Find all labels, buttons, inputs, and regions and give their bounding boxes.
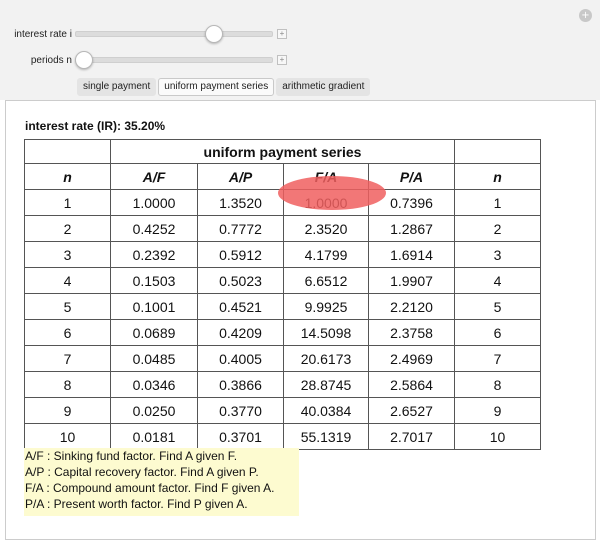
table-cell: 0.0689: [111, 320, 198, 346]
table-cell: 0.0485: [111, 346, 198, 372]
legend-line-fa: F/A : Compound amount factor. Find F given A.: [25, 481, 275, 495]
table-cell: 0.3701: [198, 424, 284, 450]
table-cell: 2.3520: [284, 216, 369, 242]
tab-uniform-payment-series[interactable]: uniform payment series: [158, 78, 274, 96]
table-cell: 1.0000: [111, 190, 198, 216]
group-header: uniform payment series: [111, 140, 455, 164]
interest-rate-label: interest rate i: [14, 29, 72, 40]
table-cell: 3: [25, 242, 111, 268]
table-cell: 1.2867: [369, 216, 455, 242]
table-cell: 0.1503: [111, 268, 198, 294]
table-cell: 4: [25, 268, 111, 294]
table-cell: 1: [25, 190, 111, 216]
table-cell: 7: [25, 346, 111, 372]
column-header-n: n: [455, 164, 541, 190]
table-cell: 9: [455, 398, 541, 424]
table-cell: 0.0181: [111, 424, 198, 450]
table-row: [25, 372, 541, 398]
column-header-n: n: [25, 164, 111, 190]
table-cell: 0.3770: [198, 398, 284, 424]
plus-icon[interactable]: +: [277, 55, 287, 65]
table-cell: 28.8745: [284, 372, 369, 398]
table-cell: 0.4521: [198, 294, 284, 320]
table-row: [25, 294, 541, 320]
interest-rate-readout: interest rate (IR): 35.20%: [25, 119, 166, 133]
reset-icon[interactable]: +: [579, 9, 592, 22]
legend-line-pa: P/A : Present worth factor. Find P given A.: [25, 497, 248, 511]
table-cell: 2.5864: [369, 372, 455, 398]
table-cell: 4.1799: [284, 242, 369, 268]
table-cell: 0.0250: [111, 398, 198, 424]
table-row: [25, 320, 541, 346]
control-panel: [0, 0, 600, 100]
table-row: [25, 268, 541, 294]
table-cell: 20.6173: [284, 346, 369, 372]
table-cell: 2.3758: [369, 320, 455, 346]
column-header-af: A/F: [111, 164, 198, 190]
table-cell: 3: [455, 242, 541, 268]
table-cell: 0.5023: [198, 268, 284, 294]
interest-rate-slider-thumb[interactable]: [205, 25, 223, 43]
table-cell: 2.7017: [369, 424, 455, 450]
highlight-oval: [278, 176, 386, 210]
table-cell: 1: [455, 190, 541, 216]
periods-label: periods n: [30, 55, 72, 66]
table-cell: 4: [455, 268, 541, 294]
column-header-pa: P/A: [369, 164, 455, 190]
table-cell: 0.2392: [111, 242, 198, 268]
periods-slider-track[interactable]: [75, 57, 273, 63]
table-cell: 0.5912: [198, 242, 284, 268]
legend-box: [24, 448, 299, 516]
table-cell: 2: [25, 216, 111, 242]
table-row: [25, 216, 541, 242]
table-cell: 8: [25, 372, 111, 398]
table-cell: 0.0346: [111, 372, 198, 398]
table-cell: 2.6527: [369, 398, 455, 424]
table-cell: 0.3866: [198, 372, 284, 398]
table-cell: 7: [455, 346, 541, 372]
table-cell: 0.1001: [111, 294, 198, 320]
table-cell: 5: [455, 294, 541, 320]
table-cell: 0.4005: [198, 346, 284, 372]
table-cell: 6: [25, 320, 111, 346]
table-cell: 9: [25, 398, 111, 424]
tab-arithmetic-gradient[interactable]: arithmetic gradient: [276, 78, 370, 96]
table-row: [25, 424, 541, 450]
table-cell: 1.3520: [198, 190, 284, 216]
periods-slider-thumb[interactable]: [75, 51, 93, 69]
table-cell: 0.4252: [111, 216, 198, 242]
tab-single-payment[interactable]: single payment: [77, 78, 156, 96]
column-header-ap: A/P: [198, 164, 284, 190]
table-cell: 0.7396: [369, 190, 455, 216]
table-row: [25, 346, 541, 372]
table-cell: 5: [25, 294, 111, 320]
table-cell: 0.4209: [198, 320, 284, 346]
table-cell: 6: [455, 320, 541, 346]
table-cell: 10: [455, 424, 541, 450]
table-cell: 40.0384: [284, 398, 369, 424]
table-cell: 2: [455, 216, 541, 242]
table-cell: 14.5098: [284, 320, 369, 346]
table-cell: 0.7772: [198, 216, 284, 242]
table-group-header-row: [25, 140, 541, 164]
table-cell: 2.2120: [369, 294, 455, 320]
table-cell: [25, 140, 111, 164]
interest-rate-slider-track[interactable]: [75, 31, 273, 37]
table-cell: 8: [455, 372, 541, 398]
table-cell: 10: [25, 424, 111, 450]
table-cell: 2.4969: [369, 346, 455, 372]
plus-icon[interactable]: +: [277, 29, 287, 39]
table-cell: 1.6914: [369, 242, 455, 268]
table-cell: [455, 140, 541, 164]
legend-line-ap: A/P : Capital recovery factor. Find A given P.: [25, 465, 259, 479]
table-cell: 55.1319: [284, 424, 369, 450]
table-cell: 6.6512: [284, 268, 369, 294]
legend-line-af: A/F : Sinking fund factor. Find A given F.: [25, 449, 238, 463]
table-row: [25, 398, 541, 424]
table-row: [25, 242, 541, 268]
table-cell: 9.9925: [284, 294, 369, 320]
mode-tabs: [77, 78, 370, 94]
table-cell: 1.9907: [369, 268, 455, 294]
